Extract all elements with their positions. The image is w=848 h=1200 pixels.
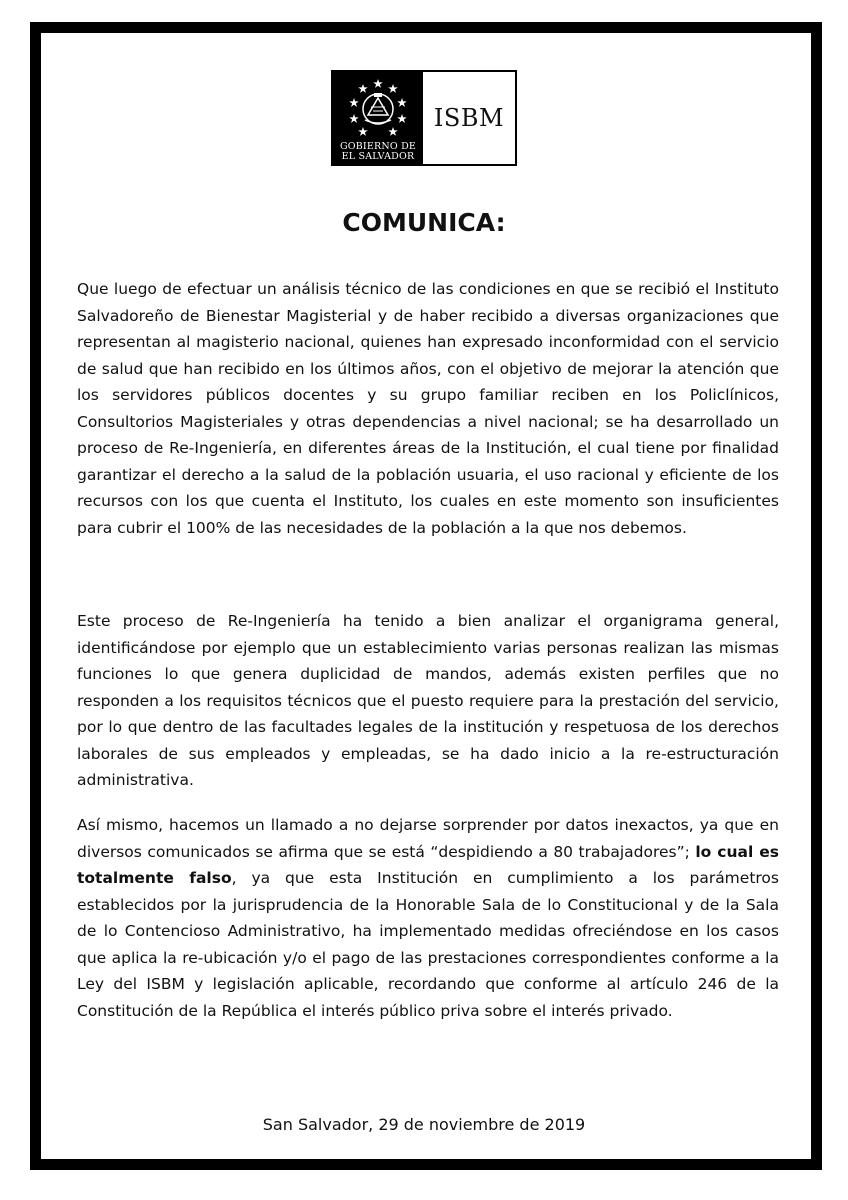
isbm-logo bbox=[331, 70, 517, 166]
logo-government-line2: EL SALVADOR bbox=[341, 151, 415, 162]
logo-government-line1: GOBIERNO DE bbox=[339, 141, 417, 152]
paragraph-2 bbox=[77, 608, 779, 794]
page-title: COMUNICA: bbox=[342, 208, 506, 237]
logo-institution-abbr: ISBM bbox=[433, 104, 505, 132]
paragraph-1-text: Que luego de efectuar un análisis técnico de las condiciones en que se recibió el Instituto Salvadoreño de Bienestar Magisterial y de haber recibido a diversas organizaciones que representan al magisterio nacional, quienes han expresado inconformidad con el servicio de salud que han recibido en los últimos años, con el objetivo de mejorar la atención que los servidores públicos docentes y su grupo familiar reciben en los Policlínicos, Consultorios Magisteriales y otras dependencias a nivel nacional; se ha desarrollado un proceso de Re-Ingeniería, en diferentes áreas de la Institución, el cual tiene por finalidad garantizar el derecho a la salud de la población usuaria, el uso racional y eficiente de los recursos con los que cuenta el Instituto, los cuales en este momento son insuficientes para cubrir el 100% de las necesidades de la población a la que nos debemos. bbox=[77, 280, 779, 537]
paragraph-3 bbox=[77, 812, 779, 1024]
logo-emblem-panel bbox=[333, 72, 423, 164]
paragraph-2-text: Este proceso de Re-Ingeniería ha tenido a bien analizar el organigrama general, identificándose por ejemplo que un establecimiento varias personas realizan las mismas funciones lo que genera duplicidad de mandos, además existen perfiles que no responden a los requisitos técnicos que el puesto requiere para la prestación del servicio, por lo que dentro de las facultades legales de la institución y respetuosa de los derechos laborales de sus empleados y empleadas, se ha dado inicio a la re-estructuración administrativa. bbox=[77, 612, 779, 789]
paragraph-3-after: , ya que esta Institución en cumplimiento a los parámetros establecidos por la jurisprudencia de la Honorable Sala de lo Constitucional y de la Sala de lo Contencioso Administrativo, ha implementado medidas ofreciéndose en los casos que aplica la re-ubicación y/o el pago de las prestaciones correspondientes conforme a la Ley del ISBM y legislación aplicable, recordando que conforme al artículo 246 de la Constitución de la República el interés público priva sobre el interés privado. bbox=[77, 869, 779, 1020]
paragraph-3-bold-claim: lo cual es totalmente falso bbox=[77, 842, 779, 887]
paragraph-1 bbox=[77, 276, 779, 541]
paragraph-3-text bbox=[77, 812, 779, 1024]
place-and-date: San Salvador, 29 de noviembre de 2019 bbox=[262, 1115, 586, 1134]
el-salvador-coat-of-arms-icon bbox=[341, 76, 415, 142]
paragraph-3-before: Así mismo, hacemos un llamado a no dejarse sorprender por datos inexactos, ya que en diversos comunicados se afirma que se está “despidiendo a 80 trabajadores”; bbox=[77, 816, 779, 861]
